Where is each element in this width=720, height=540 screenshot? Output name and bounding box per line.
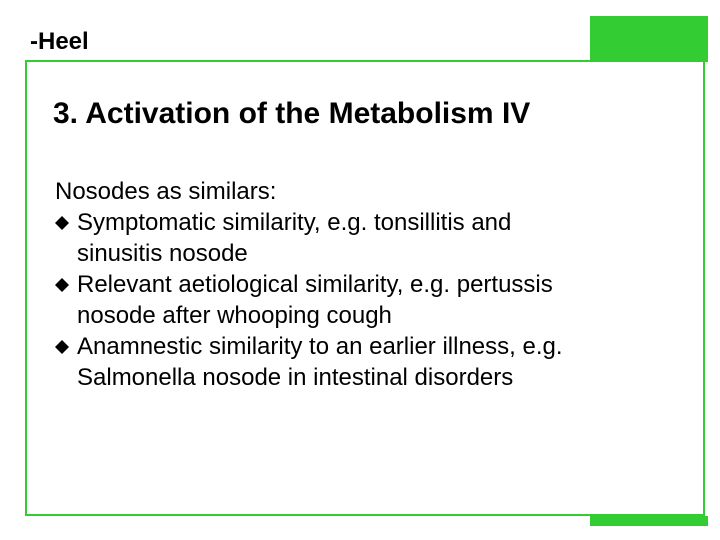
- header-accent-block: [590, 16, 708, 62]
- diamond-bullet-icon: [55, 340, 69, 354]
- slide-title: 3. Activation of the Metabolism IV: [53, 97, 531, 130]
- slide-body: [55, 176, 695, 393]
- brand-label: -Heel: [30, 28, 89, 55]
- footer-accent-block: [590, 516, 708, 526]
- diamond-bullet-icon: [55, 216, 69, 230]
- bullet-line: sinusitis nosode: [77, 240, 248, 267]
- diamond-bullet-icon: [55, 278, 69, 292]
- bullet-item: [55, 207, 695, 269]
- bullet-line: Salmonella nosode in intestinal disorders: [77, 364, 514, 391]
- bullet-line: Symptomatic similarity, e.g. tonsillitis and: [77, 209, 512, 236]
- bullet-item: [55, 269, 695, 331]
- bullet-line: Relevant aetiological similarity, e.g. pertussis: [77, 271, 553, 298]
- intro-text: Nosodes as similars:: [55, 178, 277, 205]
- bullet-line: nosode after whooping cough: [77, 302, 392, 329]
- bullet-item: [55, 331, 695, 393]
- bullet-line: Anamnestic similarity to an earlier illness, e.g.: [77, 333, 563, 360]
